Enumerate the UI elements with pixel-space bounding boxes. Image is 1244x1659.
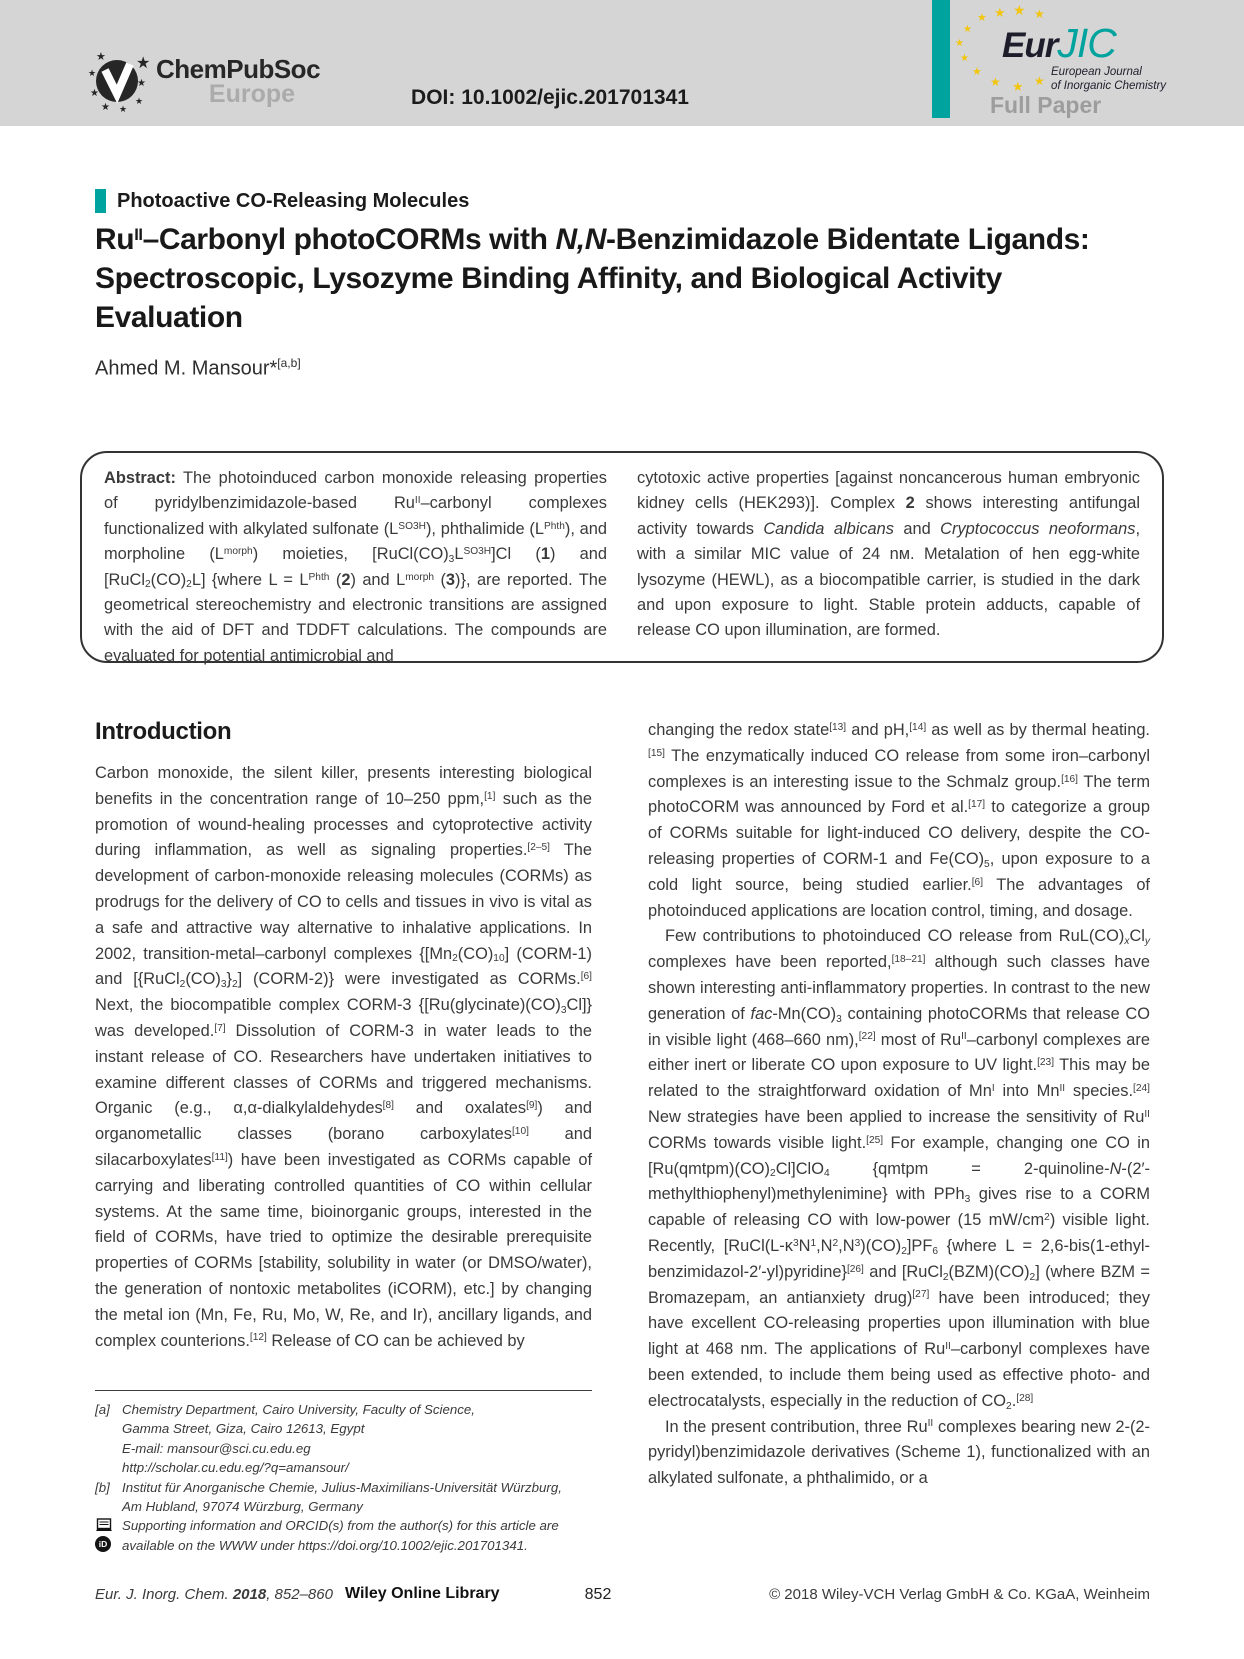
doi-text: DOI: 10.1002/ejic.201701341	[411, 86, 689, 109]
abstract-right-column: cytotoxic active properties [against noncancerous human embryonic kidney cells (HEK293)]. Complex 2 shows interesting antifungal activity towards Candida albicans and Cryptococcus neoformans, with a similar MIC value of 24 nᴍ. Metalation of hen egg-white lysozyme (HEWL), as a biocompatible carrier, is studied in the dark and upon exposure to light. Stable protein adducts, capable of release CO upon illumination, are formed.	[637, 469, 1141, 640]
society-name: ChemPubSoc	[156, 54, 321, 84]
abstract-box	[80, 451, 1164, 663]
supporting-info-icons	[95, 1516, 122, 1555]
section-tag	[95, 189, 469, 213]
star-icon: ★	[994, 5, 1006, 20]
eurjic-logo	[950, 2, 1242, 124]
author-line: Ahmed M. Mansour*[a,b]	[95, 356, 301, 380]
abstract-left-column: Abstract: The photoinduced carbon monoxide releasing properties of pyridylbenzimidazole-based $Ru^{II}$–carbonyl complexes functionalized with alkylated sulfonate $(L^{SO3H})$, phthalimide $(L^{Phth})$, and morpholine $(L^{morph})$ moieties, $[RuCl(CO)_3L^{SO3H}]Cl$ (1) and $[RuCl_2(CO)_2L]$ {where $L = L^{Phth}$ (2) and $L^{morph}$ (3)}, are reported. The geometrical stereochemistry and electronic transitions are assigned with the aid of DFT and TDDFT calculations. The compounds are evaluated for potential antimicrobial and	[104, 469, 608, 665]
page-footer	[95, 1586, 1150, 1610]
body-column-left	[95, 718, 592, 1354]
star-icon: ★	[1012, 79, 1024, 94]
intro-paragraph-left: Carbon monoxide, the silent killer, presents interesting biological benefits in the concentration range of 10–250 ppm,[1] such as the promotion of wound-healing processes and cytoprotective activity during inflammation, as well as signaling properties.[2–5] The development of carbon-monoxide releasing molecules (CORMs) as prodrugs for the delivery of CO to cells and tissues in vivo is vital as a safe and attractive way alternative to inhalative applications. In 2002, transition-metal–carbonyl complexes {$[Mn_2(CO)_{10}]$ (CORM-1) and $[\{RuCl_2(CO)_3\}_2]$ (CORM-2)} were investigated as CORMs.[6] Next, the biocompatible complex CORM-3 $\{[Ru(glycinate)(CO)_3Cl]\}$ was developed.[7] Dissolution of CORM-3 in water leads to the instant release of CO. Researchers have undertaken initiatives to examine different classes of CORMs and triggered mechanisms. Organic (e.g., α,α-dialkylaldehydes[8] and oxalates[9]) and organometallic classes (borano carboxylates[10] and silacarboxylates[11]) have been investigated as CORMs capable of carrying and liberating controlled quantities of CO within cellular systems. At the same time, bioinorganic groups, interested in the field of CORMs, have tried to optimize the desirable prerequisite properties of CORMs [stability, solubility in water (or DMSO/water), the generation of nontoxic metabolites (iCORM), etc.] by changing the metal ion (Mn, Fe, Ru, Mo, W, Re, and Ir), ancillary ligands, and complex counterions.[12] Release of CO can be achieved by	[95, 764, 593, 1350]
article-type-label: Full Paper	[990, 92, 1102, 118]
society-region: Europe	[208, 80, 296, 108]
star-icon: ★	[88, 68, 97, 78]
footnote-a	[95, 1400, 592, 1478]
star-icon: ★	[1034, 7, 1045, 21]
journal-divider-bar	[932, 0, 950, 118]
footnote-b-label: [b]	[95, 1479, 110, 1495]
star-icon: ★	[135, 96, 144, 106]
star-icon: ★	[1034, 74, 1045, 88]
journal-header-band	[0, 0, 1244, 126]
journal-subtitle	[1051, 66, 1166, 93]
footnote-block	[95, 1390, 592, 1555]
star-icon: ★	[101, 102, 110, 113]
section-marker-icon	[95, 189, 106, 213]
intro-paragraph-right-1: changing the redox state[13] and pH,[14] as well as by thermal heating.[15] The enzymatically induced CO release from some iron–carbonyl complexes is an interesting issue to the Schmalz group.[16] The term photoCORM was announced by Ford et al.[17] to categorize a group of CORMs suitable for light-induced CO delivery, despite the CO-releasing properties of CORM-1 and $Fe(CO)_5$, upon exposure to a cold light source, being studied earlier.[6] The advantages of photoinduced applications are location control, timing, and dosage.	[648, 721, 1151, 920]
eurjic-wordmark-jic: JIC	[1057, 20, 1116, 66]
footnote-a-text: Chemistry Department, Cairo University, Faculty of Science, Gamma Street, Giza, Cairo 12613, Egypt E-mail: mansour@sci.cu.edu.eg http://scholar.cu.edu.eg/?q=amansour/	[122, 1402, 475, 1476]
footnote-a-label: [a]	[95, 1402, 110, 1417]
star-icon: ★	[972, 66, 982, 78]
footnote-b-text: Institut für Anorganische Chemie, Julius-Maximilians-Universität Würzburg, Am Hubland, 97074 Würzburg, Germany	[122, 1479, 562, 1515]
page-title: $Ru^{II}$–Carbonyl photoCORMs with N,N-Benzimidazole Bidentate Ligands: Spectroscopic, Lysozyme Binding Affinity, and Biological Activity Evaluation	[95, 223, 1090, 334]
footnote-b	[95, 1478, 592, 1517]
star-icon: ★	[119, 104, 128, 114]
star-icon: ★	[96, 51, 106, 63]
journal-citation: Eur. J. Inorg. Chem. 2018, 852–860	[95, 1586, 333, 1603]
star-icon: ★	[136, 55, 151, 72]
supporting-info-text: Supporting information and ORCID(s) from the author(s) for this article are available on the WWW under https://doi.org/10.1002/ejic.201701341.	[122, 1518, 559, 1553]
star-icon: ★	[960, 53, 969, 64]
star-icon: ★	[977, 12, 987, 24]
intro-heading: Introduction	[95, 718, 232, 745]
intro-paragraph-right-3: In the present contribution, three $Ru^{II}$ complexes bearing new 2-(2-pyridyl)benzimidazole derivatives (Scheme 1), functionalized with an alkylated sulfonate, a phthalimido, or a	[648, 1417, 1151, 1488]
body-column-right	[648, 718, 1150, 1492]
supporting-info-note	[95, 1516, 592, 1555]
copyright-notice: © 2018 Wiley-VCH Verlag GmbH & Co. KGaA, Weinheim	[769, 1586, 1150, 1603]
star-icon: ★	[137, 78, 146, 89]
laptop-icon	[95, 1518, 113, 1533]
orcid-icon: iD	[95, 1536, 111, 1552]
journal-subtitle-line2: of Inorganic Chemistry	[1051, 79, 1167, 92]
page-number: 852	[584, 1586, 612, 1603]
intro-paragraph-right-2: Few contributions to photoinduced CO release from $RuL(CO)_xCl_y$ complexes have been reported,[18–21] although such classes have shown interesting anti-inflammatory properties. In contrast to the new generation of fac-$Mn(CO)_3$ containing photoCORMs that release CO in visible light (468–660 nm),[22] most of $Ru^{II}$–carbonyl complexes are either inert or liberate CO upon exposure to UV light.[23] This may be related to the straightforward oxidation of $Mn^I$ into $Mn^{II}$ species.[24] New strategies have been applied to increase the sensitivity of $Ru^{II}$ CORMs towards visible light.[25] For example, changing one CO in $[Ru(qmtpm)(CO)_2Cl]ClO_4$ {qmtpm = 2-quinoline-N-(2′-methylthiophenyl)methylenimine} with PPh$_3$ gives rise to a CORM capable of releasing CO with low-power (15 $mW/cm^2$) visible light. Recently, $[RuCl(L-\kappa^3N^1,N^2,N^3)(CO)_2]PF_6$ {where L = 2,6-bis(1-ethyl-benzimidazol-2′-yl)pyridine}[26] and $[RuCl_2(BZM)(CO)_2]$ (where BZM = Bromazepam, an antianxiety drug)[27] have been introduced; they have excellent CO-releasing properties upon illumination with blue light at 468 nm. The applications of $Ru^{II}$–carbonyl complexes have been extended, to include them being used as effective photo- and electrocatalysts, especially in the reduction of $CO_2.[28]$	[648, 927, 1151, 1412]
section-label: Photoactive CO-Releasing Molecules	[117, 189, 470, 212]
journal-subtitle-line1: European Journal	[1051, 66, 1142, 78]
wiley-online-library-label: Wiley Online Library	[345, 1585, 500, 1602]
star-icon: ★	[963, 24, 972, 35]
star-icon: ★	[90, 88, 99, 99]
star-icon: ★	[990, 75, 1001, 89]
eurjic-wordmark-eur: Eur	[1002, 26, 1058, 65]
star-icon: ★	[1013, 2, 1026, 18]
star-icon: ★	[955, 38, 964, 49]
eurjic-wordmark	[1002, 20, 1116, 67]
